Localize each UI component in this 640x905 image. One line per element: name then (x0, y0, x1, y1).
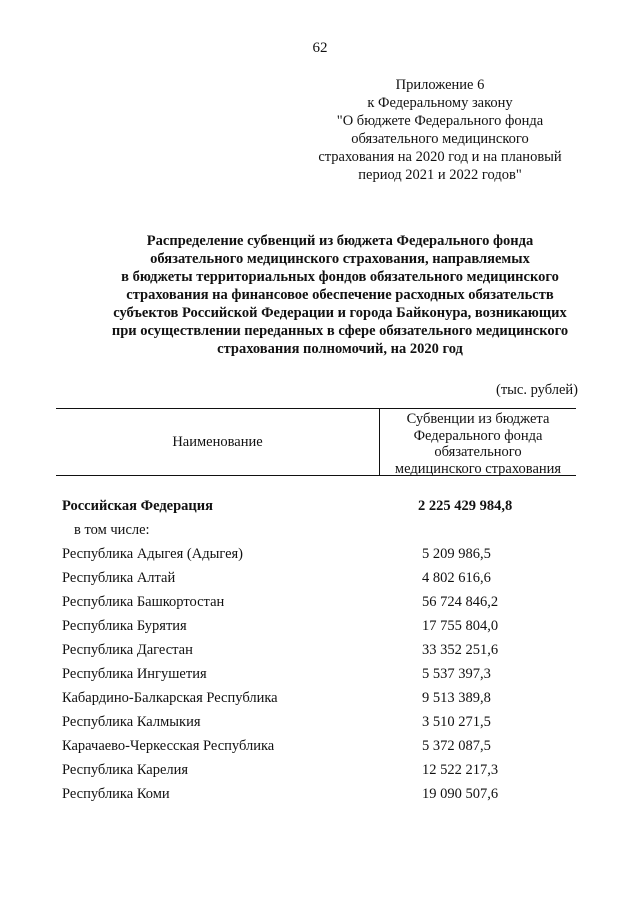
row-value: 5 209 986,5 (422, 546, 491, 562)
row-value: 5 372 087,5 (422, 738, 491, 754)
title-line: субъектов Российской Федерации и города Байконура, возникающих (113, 305, 567, 321)
row-name: Республика Бурятия (62, 618, 187, 634)
header-value-line: обязательного (434, 444, 522, 460)
title-line: страхования полномочий, на 2020 год (217, 341, 463, 357)
header-value-line: Субвенции из бюджета (406, 411, 550, 427)
annex-line: Приложение 6 (395, 77, 485, 93)
annex-line: к Федеральному закону (367, 95, 513, 111)
row-name: Республика Дагестан (62, 642, 193, 658)
title-line: обязательного медицинского страхования, направляемых (150, 251, 530, 267)
row-name: Республика Калмыкия (62, 714, 201, 730)
table-body (62, 496, 582, 808)
table-row (62, 568, 582, 592)
header-value-line: медицинского страхования (394, 460, 562, 477)
row-name: Республика Коми (62, 786, 170, 802)
row-name: Кабардино-Балкарская Республика (62, 690, 278, 706)
table-row-total (62, 496, 582, 520)
table-row (62, 616, 582, 640)
title-line: при осуществлении переданных в сфере обязательного медицинского (111, 323, 569, 339)
annex-line: "О бюджете Федерального фонда (336, 113, 544, 129)
units-label: (тыс. рублей) (496, 382, 578, 398)
table-row (62, 784, 582, 808)
row-value: 2 225 429 984,8 (418, 498, 513, 514)
document-title (40, 232, 640, 358)
annex-line: обязательного медицинского (351, 131, 529, 147)
header-value-column (380, 411, 576, 477)
row-value: 12 522 217,3 (422, 762, 499, 778)
header-name-label: Наименование (172, 433, 263, 450)
table-row (62, 736, 582, 760)
header-name-column (56, 409, 379, 475)
row-value: 56 724 846,2 (422, 594, 499, 610)
title-line: в бюджеты территориальных фондов обязательного медицинского (121, 269, 559, 285)
table-row (62, 760, 582, 784)
annex-line: страхования на 2020 год и на плановый (318, 149, 562, 165)
table-subheading (62, 520, 582, 544)
table-row (62, 544, 582, 568)
subheading-label: в том числе: (74, 522, 150, 538)
annex-reference (300, 76, 580, 184)
row-value: 17 755 804,0 (422, 618, 499, 634)
table-row (62, 688, 582, 712)
title-line: Распределение субвенций из бюджета Федерального фонда (146, 233, 534, 249)
header-value-line: Федерального фонда (413, 427, 543, 444)
row-name: Республика Адыгея (Адыгея) (62, 546, 244, 562)
table-row (62, 640, 582, 664)
row-value: 4 802 616,6 (422, 570, 491, 586)
table-row (62, 592, 582, 616)
row-value: 19 090 507,6 (422, 786, 499, 802)
row-value: 5 537 397,3 (422, 666, 491, 682)
page-number: 62 (312, 40, 328, 56)
row-name: Российская Федерация (62, 498, 213, 514)
row-name: Республика Башкортостан (62, 594, 225, 610)
annex-line: период 2021 и 2022 годов" (358, 167, 522, 183)
table-row (62, 712, 582, 736)
row-name: Республика Карелия (62, 762, 189, 778)
row-name: Республика Алтай (62, 570, 176, 586)
row-value: 3 510 271,5 (422, 714, 491, 730)
row-name: Карачаево-Черкесская Республика (62, 738, 275, 754)
row-value: 33 352 251,6 (422, 642, 499, 658)
table-row (62, 664, 582, 688)
row-name: Республика Ингушетия (62, 666, 207, 682)
title-line: страхования на финансовое обеспечение расходных обязательств (126, 287, 554, 303)
row-value: 9 513 389,8 (422, 690, 491, 706)
table-header (56, 408, 576, 476)
